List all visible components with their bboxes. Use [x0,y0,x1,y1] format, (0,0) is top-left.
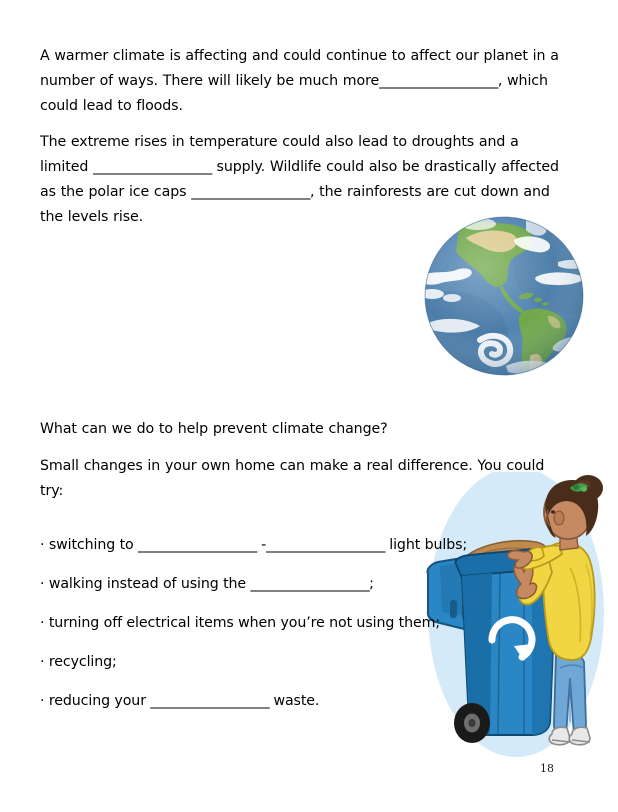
bullet-marker: · [40,693,45,709]
bullet-marker: · [40,576,45,592]
page-number: 18 [540,762,554,775]
paragraph-2-text-a: The extreme rises in temperature could also lead to droughts and a limited [40,134,519,175]
list-item-text-b: - [256,537,267,553]
paragraph-1-text-b: , which could lead to floods. [40,73,548,114]
paragraph-2-text-b: supply. Wildlife could also be drastically affected as the polar ice caps [40,159,559,200]
worksheet-text [40,44,560,728]
list-item [40,533,560,558]
list-item-blank-1[interactable]: __________________ [250,576,370,592]
list-spacer [40,515,560,533]
list-item-text-a: walking instead of using the [44,576,251,592]
bullet-marker: · [40,654,45,670]
list-item-text-b: waste. [269,693,320,709]
bullet-marker: · [40,615,45,631]
bullet-marker: · [40,537,45,553]
list-item-text-a: turning off electrical items when you’re not using them; [44,615,441,631]
paragraph-2-blank-1[interactable]: __________________ [93,159,212,175]
question-line: What can we do to help prevent climate change? [40,421,388,437]
globe-spacer [40,241,560,417]
list-item-blank-2[interactable]: __________________ [266,537,385,553]
paragraph-2-blank-2[interactable]: __________________ [191,184,310,200]
list-item-text-a: reducing your [44,693,151,709]
paragraph-2 [40,130,560,230]
list-item [40,689,560,714]
intro-line: Small changes in your own home can make a real difference. You could try: [40,458,545,499]
list-item-text-a: switching to [44,537,139,553]
list-item [40,572,560,597]
list-item-text-b: ; [369,576,374,592]
list-item-text-c: light bulbs; [384,537,468,553]
list-item-blank-1[interactable]: __________________ [150,693,270,709]
paragraph-1-text-a: A warmer climate is affecting and could continue to affect our planet in a number of ways. There will likely be much more [40,48,559,89]
paragraph-1 [40,44,560,119]
paragraph-1-blank[interactable]: __________________ [379,73,498,89]
list-item-text-a: recycling; [44,654,117,670]
list-item-blank-1[interactable]: __________________ [138,537,257,553]
list-item [40,650,560,675]
paragraph-2-text-c: , the rainforests are cut down and the levels rise. [40,184,550,225]
list-item [40,611,560,636]
